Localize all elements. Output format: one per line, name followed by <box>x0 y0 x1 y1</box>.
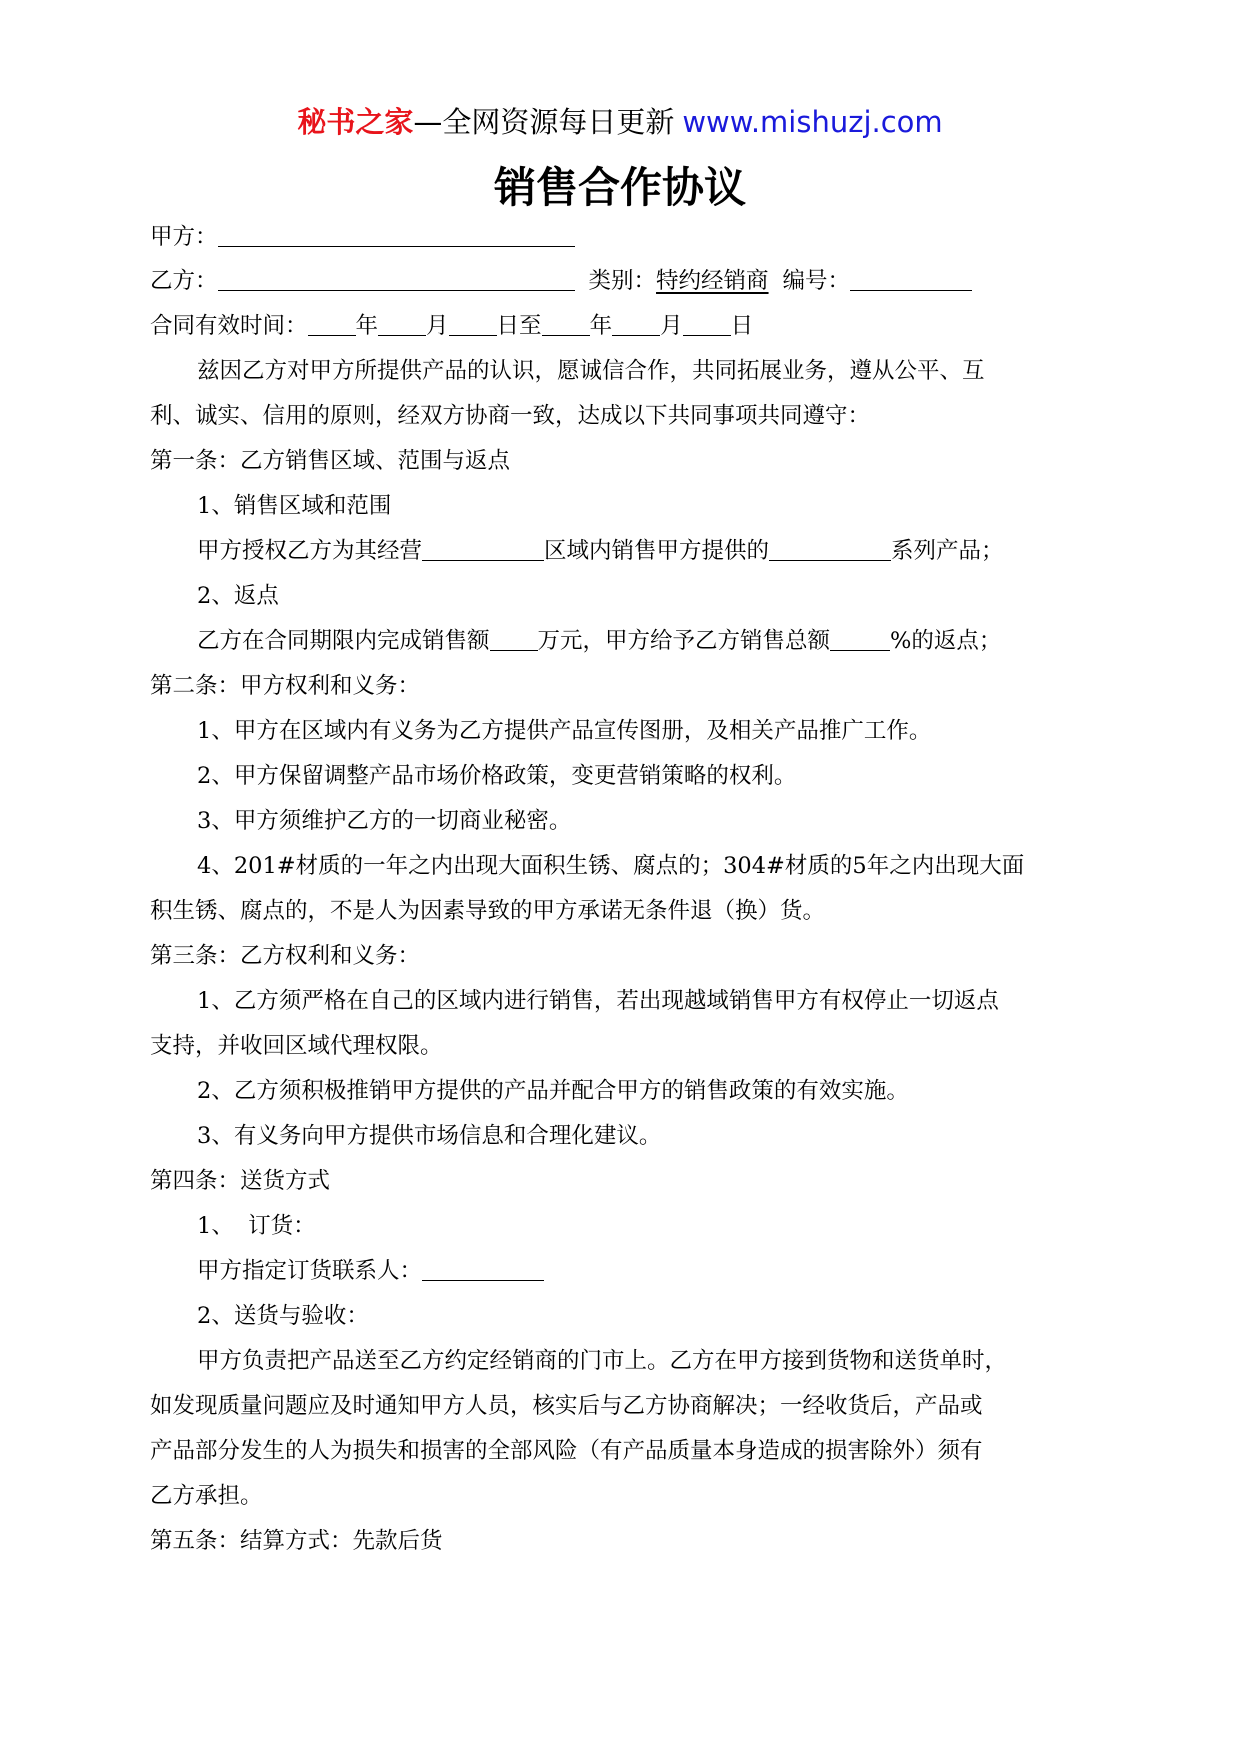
party-b-line <box>150 266 972 296</box>
start-day-blank <box>449 311 497 336</box>
article-2-item: 1、甲方在区域内有义务为乙方提供产品宣传图册，及相关产品推广工作。 <box>197 718 932 744</box>
end-day-blank <box>683 311 731 336</box>
article-4-heading: 第四条：送货方式 <box>150 1168 331 1194</box>
validity-line <box>150 311 753 341</box>
article-2-item: 3、甲方须维护乙方的一切商业秘密。 <box>197 808 572 834</box>
article-4-sub-1: 1、 订货： <box>197 1213 316 1239</box>
end-month-text: 月 <box>660 313 683 339</box>
validity-label: 合同有效时间： <box>150 313 308 339</box>
article-3-heading: 第三条：乙方权利和义务： <box>150 943 421 969</box>
article-3-item: 3、有义务向甲方提供市场信息和合理化建议。 <box>197 1123 662 1149</box>
party-a-line <box>150 222 575 252</box>
category-value: 特约经销商 <box>656 268 769 294</box>
article-2-item: 2、甲方保留调整产品市场价格政策，变更营销策略的权利。 <box>197 763 797 789</box>
start-day-text: 日至 <box>496 313 542 339</box>
start-month-text: 月 <box>426 313 449 339</box>
brand-name: 秘书之家 <box>297 105 414 139</box>
banner-slogan: —全网资源每日更新 <box>413 105 675 139</box>
article-3-item: 2、乙方须积极推销甲方提供的产品并配合甲方的销售政策的有效实施。 <box>197 1078 909 1104</box>
end-year-blank <box>542 311 590 336</box>
end-month-blank <box>612 311 660 336</box>
number-blank <box>850 266 972 291</box>
article-1-sub-2: 2、返点 <box>197 583 279 609</box>
delivery-para-line: 乙方承担。 <box>150 1483 263 1509</box>
intro-line-2: 利、诚实、信用的原则，经双方协商一致，达成以下共同事项共同遵守： <box>150 403 871 429</box>
party-b-label: 乙方： <box>150 268 218 294</box>
sales-amount-blank <box>490 626 538 651</box>
category-label: 类别： <box>588 268 657 294</box>
article-2-item-cont: 积生锈、腐点的，不是人为因素导致的甲方承诺无条件退（换）货。 <box>150 898 826 924</box>
article-3-item: 1、乙方须严格在自己的区域内进行销售，若出现越域销售甲方有权停止一切返点 <box>197 988 999 1014</box>
delivery-para-line: 产品部分发生的人为损失和损害的全部风险（有产品质量本身造成的损害除外）须有 <box>150 1438 983 1464</box>
delivery-para-line: 如发现质量问题应及时通知甲方人员，核实后与乙方协商解决；一经收货后，产品或 <box>150 1393 983 1419</box>
article-4-sub-2: 2、送货与验收： <box>197 1303 369 1329</box>
party-b-blank <box>218 266 575 291</box>
start-month-blank <box>378 311 426 336</box>
territory-text-a: 甲方授权乙方为其经营 <box>197 538 423 564</box>
product-series-blank <box>769 536 891 561</box>
start-year-blank <box>308 311 356 336</box>
order-contact-label: 甲方指定订货联系人： <box>197 1258 423 1284</box>
article-2-heading: 第二条：甲方权利和义务： <box>150 673 421 699</box>
order-contact-blank <box>422 1256 544 1281</box>
article-1-territory-line <box>197 536 1004 566</box>
site-banner <box>0 100 1240 144</box>
order-contact-line <box>197 1256 544 1286</box>
article-1-sub-1: 1、销售区域和范围 <box>197 493 392 519</box>
number-label: 编号： <box>782 268 851 294</box>
intro-line-1: 兹因乙方对甲方所提供产品的认识，愿诚信合作，共同拓展业务，遵从公平、互 <box>197 358 985 384</box>
rebate-text-a: 乙方在合同期限内完成销售额 <box>197 628 490 654</box>
territory-blank <box>422 536 544 561</box>
document-title: 销售合作协议 <box>493 163 746 212</box>
article-5-heading: 第五条：结算方式：先款后货 <box>150 1528 443 1554</box>
article-3-item-cont: 支持，并收回区域代理权限。 <box>150 1033 443 1059</box>
end-year-text: 年 <box>589 313 613 339</box>
end-day-text: 日 <box>730 313 754 339</box>
article-2-item: 4、201#材质的一年之内出现大面积生锈、腐点的；304#材质的5年之内出现大面 <box>197 853 1025 879</box>
article-1-rebate-line <box>197 626 1001 656</box>
territory-text-b: 区域内销售甲方提供的 <box>544 538 770 564</box>
rebate-percent-blank <box>830 626 890 651</box>
rebate-text-c: %的返点； <box>890 628 1002 654</box>
party-a-label: 甲方： <box>150 224 218 250</box>
territory-text-c: 系列产品； <box>891 538 1004 564</box>
rebate-text-b: 万元，甲方给予乙方销售总额 <box>537 628 831 654</box>
site-url-link[interactable]: www.mishuzj.com <box>682 105 943 139</box>
delivery-para-line: 甲方负责把产品送至乙方约定经销商的门市上。乙方在甲方接到货物和送货单时， <box>197 1348 1008 1374</box>
start-year-text: 年 <box>355 313 379 339</box>
article-1-heading: 第一条：乙方销售区域、范围与返点 <box>150 448 511 474</box>
party-a-blank <box>218 222 575 247</box>
